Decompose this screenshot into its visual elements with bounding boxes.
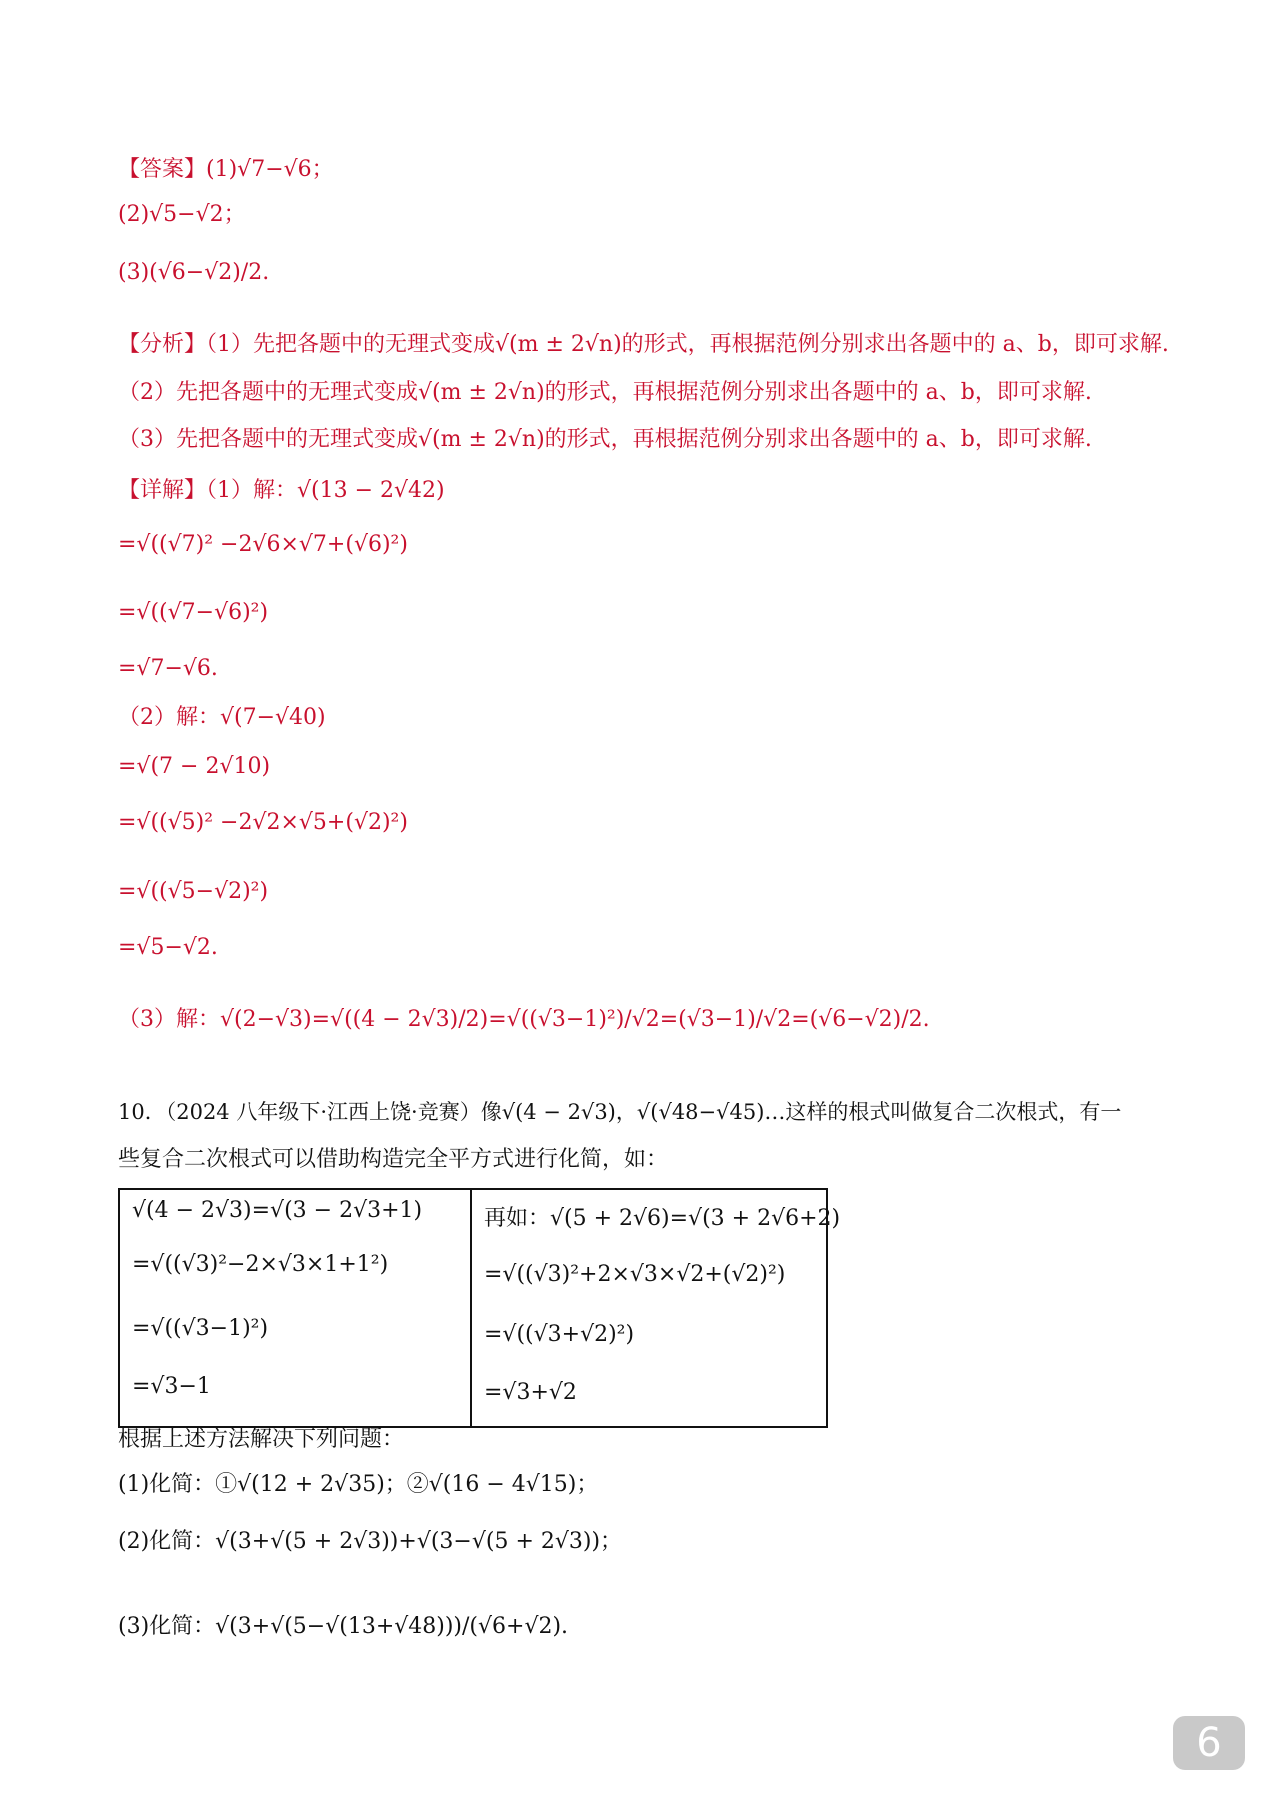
instruction-line: 根据上述方法解决下列问题：: [118, 1427, 405, 1452]
box-left-line-2: =√((√3)²−2×√3×1+1²): [132, 1252, 389, 1277]
detail-step-6: =√(7 − 2√10): [118, 754, 271, 779]
detail-step-8: =√((√5−√2)²): [118, 879, 269, 904]
box-right-line-1: 再如：√(5 + 2√6)=√(3 + 2√6+2): [484, 1206, 841, 1231]
answer-line-3: (3)(√6−√2)/2.: [118, 260, 270, 285]
subquestion-1: (1)化简：①√(12 + 2√35)；②√(16 − 4√15)；: [118, 1472, 599, 1497]
box-left-line-4: =√3−1: [132, 1374, 211, 1399]
detail-step-4: =√7−√6.: [118, 656, 218, 681]
box-right-line-4: =√3+√2: [484, 1380, 577, 1405]
box-right-line-3: =√((√3+√2)²): [484, 1322, 635, 1347]
detail-step-2: =√((√7)² −2√6×√7+(√6)²): [118, 532, 408, 557]
question-line-2: 些复合二次根式可以借助构造完全平方式进行化简，如：: [118, 1147, 669, 1172]
analysis-line-2: （2）先把各题中的无理式变成√(m ± 2√n)的形式，再根据范例分别求出各题中的 a、b，即可求解.: [118, 380, 1092, 405]
detail-step-5: （2）解：√(7−√40): [118, 705, 326, 730]
detail-step-10: （3）解：√(2−√3)=√((4 − 2√3)/2)=√((√3−1)²)/√2=(√3−1)/√2=(√6−√2)/2.: [118, 1007, 930, 1032]
example-box: [118, 1188, 841, 1428]
detail-step-3: =√((√7−√6)²): [118, 600, 269, 625]
page-number-badge: 6: [1173, 1716, 1245, 1770]
question-line-1: 10．（2024 八年级下·江西上饶·竞赛）像√(4 − 2√3)，√(√48−√45)…这样的根式叫做复合二次根式，有一: [118, 1100, 1122, 1124]
analysis-line-3: （3）先把各题中的无理式变成√(m ± 2√n)的形式，再根据范例分别求出各题中的 a、b，即可求解.: [118, 427, 1092, 452]
subquestion-2: (2)化简：√(3+√(5 + 2√3))+√(3−√(5 + 2√3))；: [118, 1529, 623, 1554]
detail-step-7: =√((√5)² −2√2×√5+(√2)²): [118, 810, 408, 835]
subquestion-3: (3)化简：√(3+√(5−√(13+√48)))/(√6+√2).: [118, 1614, 569, 1639]
box-left-line-1: √(4 − 2√3)=√(3 − 2√3+1): [132, 1198, 423, 1223]
box-left-line-3: =√((√3−1)²): [132, 1316, 269, 1341]
detail-step-9: =√5−√2.: [118, 935, 218, 960]
answer-line-1: 【答案】(1)√7−√6；: [118, 157, 334, 182]
analysis-line-1: 【分析】（1）先把各题中的无理式变成√(m ± 2√n)的形式，再根据范例分别求出各题中的 a、b，即可求解.: [118, 332, 1169, 357]
answer-line-2: (2)√5−√2；: [118, 202, 246, 227]
example-box-divider: [470, 1190, 472, 1426]
detail-step-1: 【详解】（1）解：√(13 − 2√42): [118, 478, 445, 503]
box-right-line-2: =√((√3)²+2×√3×√2+(√2)²): [484, 1262, 786, 1287]
